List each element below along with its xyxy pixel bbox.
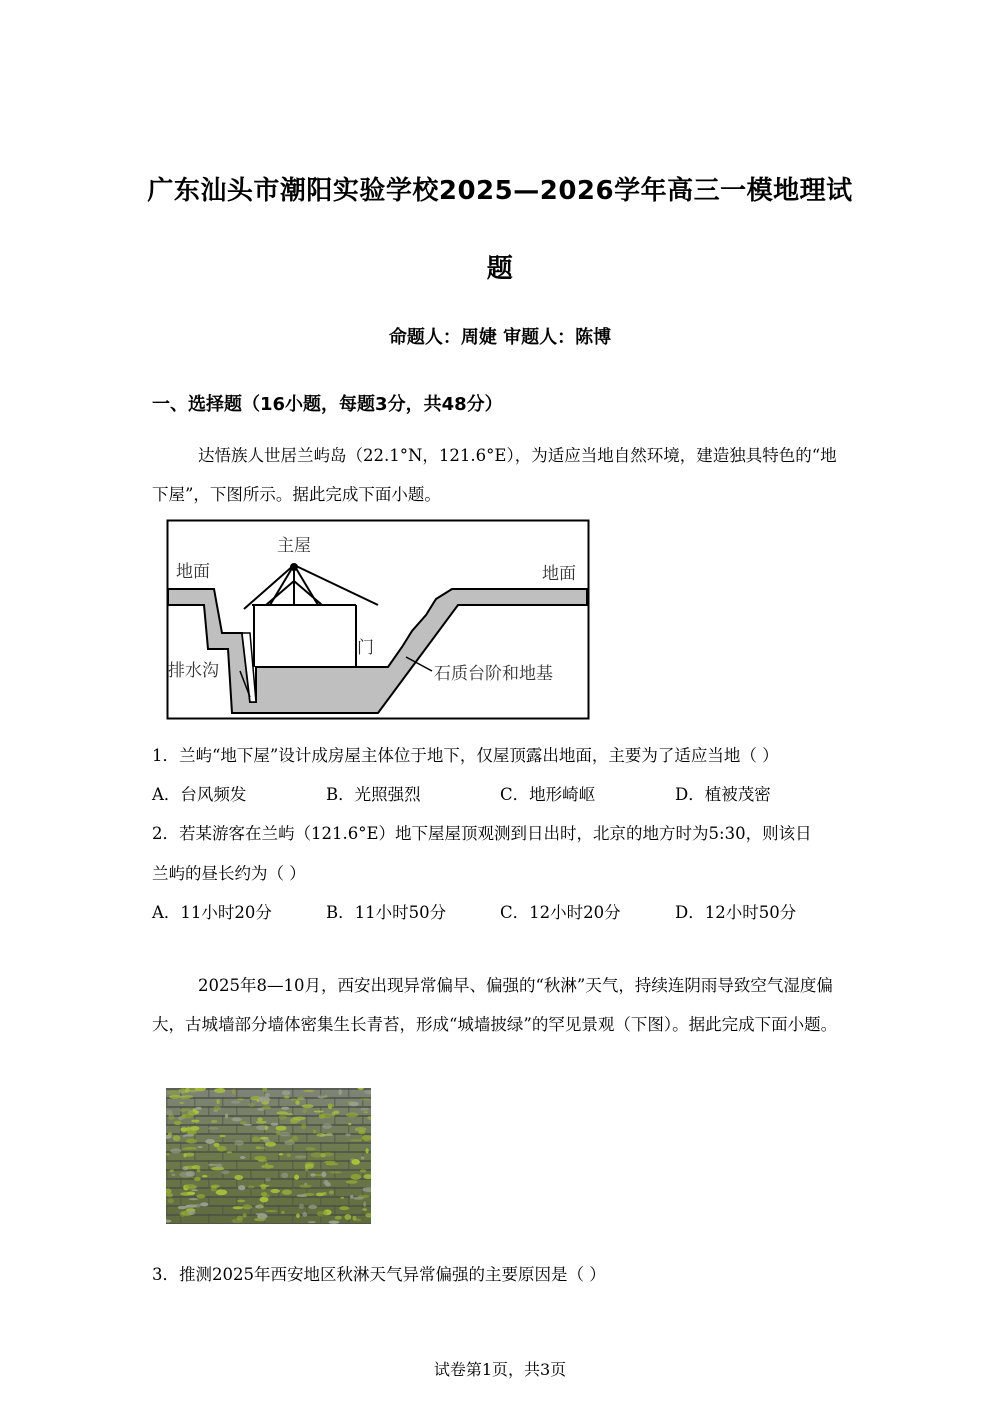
q1-option-b: B．光照强烈: [326, 785, 421, 804]
label-stone-steps: 石质台阶和地基: [434, 664, 553, 684]
page-title-line1: 广东汕头市潮阳实验学校2025—2026学年高三一模地理试: [147, 176, 853, 206]
question-3-stem: 3．推测2025年西安地区秋淋天气异常偏强的主要原因是（ ）: [152, 1265, 606, 1284]
label-drainage-ditch: 排水沟: [168, 661, 219, 681]
label-door: 门: [357, 638, 374, 658]
q1-option-c: C．地形崎岖: [500, 785, 596, 804]
page-footer: 试卷第1页，共3页: [433, 1360, 567, 1379]
mossy-city-wall-photo: [166, 1088, 371, 1224]
passage-2-text: 2025年8—10月，西安出现异常偏早、偏强的“秋淋”天气，持续连阴雨导致空气湿度偏大，古城墙部分墙体密集生长青苔，形成“城墙披绿”的罕见景观（下图）。据此完成下面小题。: [152, 976, 838, 1034]
q2-option-d: D．12小时50分: [675, 903, 797, 922]
q2-option-c: C．12小时20分: [500, 903, 621, 922]
label-ground-right: 地面: [542, 564, 576, 584]
question-2-stem-line1: 2．若某游客在兰屿（121.6°E）地下屋屋顶观测到日出时，北京的地方时为5:30，则该日: [152, 824, 812, 843]
label-main-house: 主屋: [277, 536, 311, 556]
question-2-stem-line2: 兰屿的昼长约为（ ）: [152, 864, 306, 883]
page-title-line2: 题: [486, 254, 514, 284]
q1-option-a: A．台风频发: [152, 785, 247, 804]
q1-option-d: D．植被茂密: [675, 785, 771, 804]
q2-option-b: B．11小时50分: [326, 903, 447, 922]
underground-house-diagram: [166, 519, 590, 721]
passage-2: [152, 966, 842, 1044]
label-ground-left: 地面: [176, 562, 210, 582]
authors-line: 命题人：周婕 审题人：陈博: [388, 327, 612, 348]
roof-peak-dot: [290, 563, 298, 571]
question-1-stem: 1．兰屿“地下屋”设计成房屋主体位于地下，仅屋顶露出地面，主要为了适应当地（ ）: [152, 746, 779, 765]
q2-option-a: A．11小时20分: [152, 903, 272, 922]
passage-1: [152, 436, 842, 514]
passage-1-text: 达悟族人世居兰屿岛（22.1°N，121.6°E），为适应当地自然环境，建造独具特色的“地下屋”，下图所示。据此完成下面小题。: [152, 446, 837, 504]
section-heading-choice: 一、选择题（16小题，每题3分，共48分）: [152, 394, 503, 415]
